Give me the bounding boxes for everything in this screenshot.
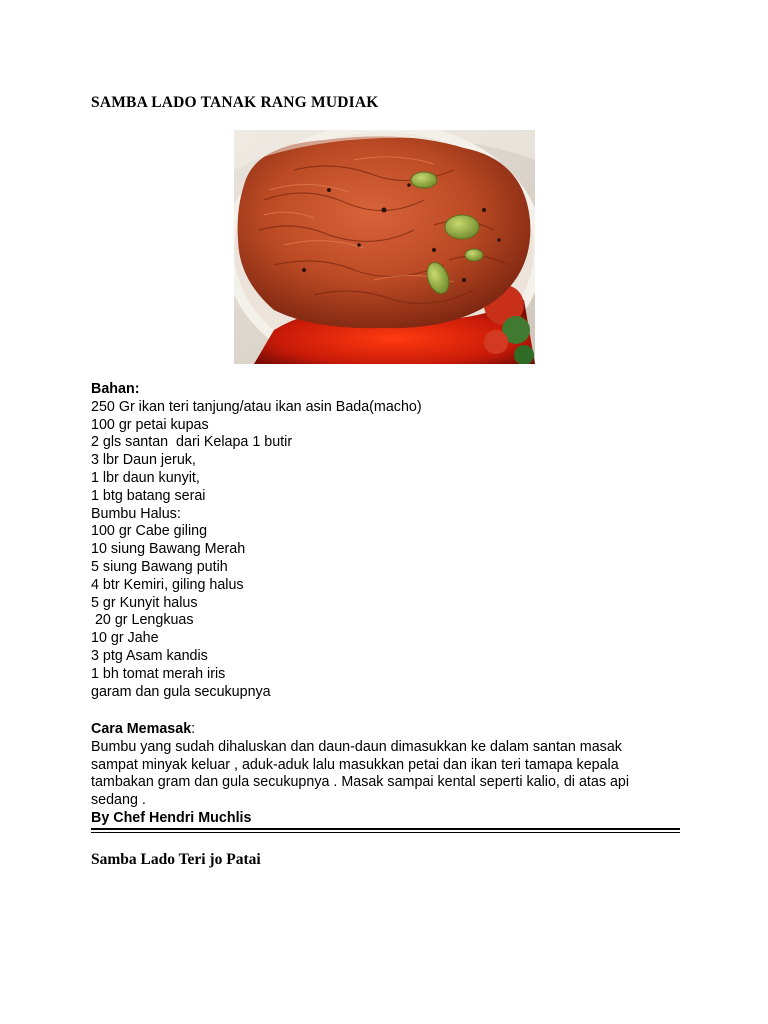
section-divider-thin [91,832,680,833]
method-section [91,721,691,828]
ingredient-item: 1 bh tomat merah iris [91,665,226,682]
ingredient-item: 250 Gr ikan teri tanjung/atau ikan asin Bada(macho) [91,398,422,415]
method-label: Cara Memasak [91,721,192,737]
ingredient-item: garam dan gula secukupnya [91,683,271,700]
ingredient-item: 1 lbr daun kunyit, [91,469,200,486]
method-heading [91,721,691,739]
ingredient-item: 5 siung Bawang putih [91,558,228,575]
ingredient-item: 3 ptg Asam kandis [91,647,208,664]
ingredient-item: 1 btg batang serai [91,487,206,504]
ingredient-item: 5 gr Kunyit halus [91,594,198,611]
author-byline: By Chef Hendri Muchlis [91,809,252,826]
section-divider [91,828,680,830]
recipe-title: SAMBA LADO TANAK RANG MUDIAK [91,94,379,111]
ingredient-item: 4 btr Kemiri, giling halus [91,576,244,593]
method-text: Bumbu yang sudah dihaluskan dan daun-daun dimasukkan ke dalam santan masak sampat minyak keluar , aduk-aduk lalu masukkan petai dan ikan teri tamapa kepala tambakan gram dan gula secukupnya . Masak sampai kental seperti kalio, di atas api sedang . [91,738,630,809]
ingredient-item: Bumbu Halus: [91,505,181,522]
ingredient-item: 3 lbr Daun jeruk, [91,452,196,469]
next-recipe-title: Samba Lado Teri jo Patai [91,851,261,868]
ingredient-item: 100 gr Cabe giling [91,523,208,540]
ingredient-item: 10 gr Jahe [91,630,159,647]
ingredient-item: 2 gls santan dari Kelapa 1 butir [91,434,293,451]
ingredient-item: 10 siung Bawang Merah [91,541,246,558]
ingredient-item: 20 gr Lengkuas [91,612,194,629]
ingredients-section [91,381,691,701]
dish-photo [234,130,535,364]
ingredient-item: 100 gr petai kupas [91,416,209,433]
ingredients-label: Bahan: [91,381,140,397]
method-colon: : [191,721,196,737]
